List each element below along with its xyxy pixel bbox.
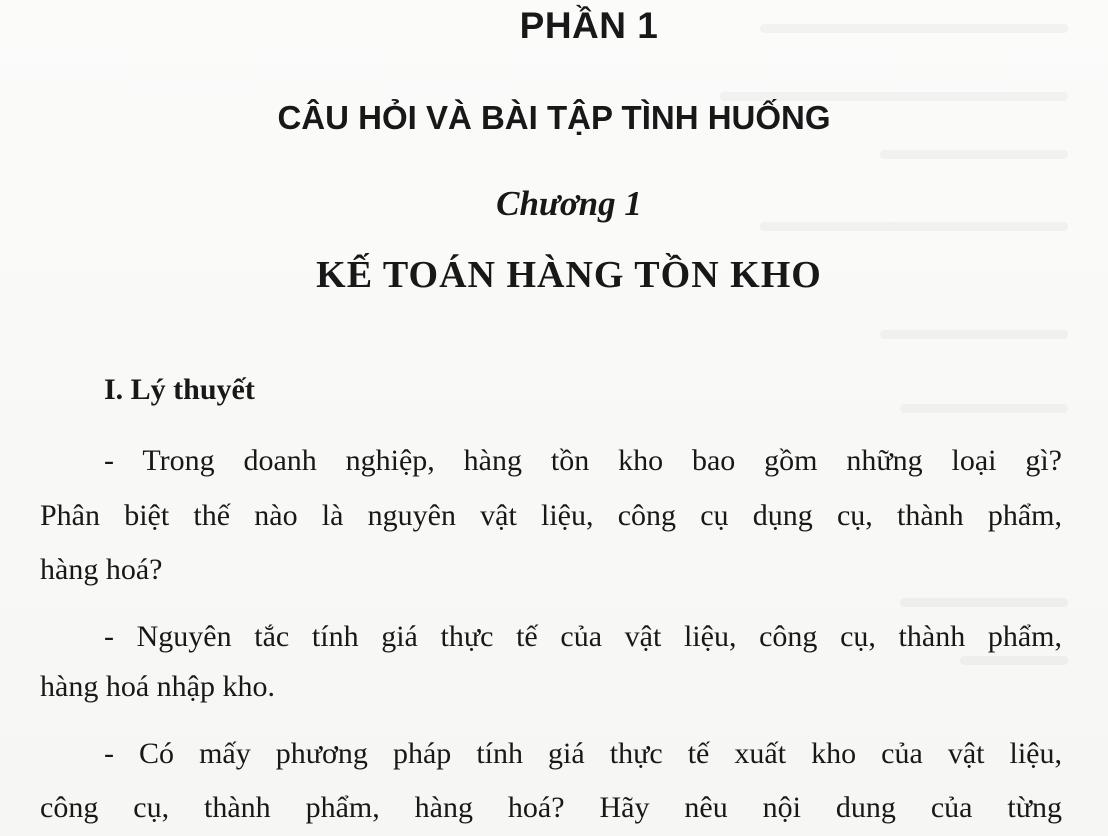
paragraph-line: - Có mấy phương pháp tính giá thực tế xuất kho của vật liệu,: [104, 737, 1062, 770]
paragraph-line: Phân biệt thế nào là nguyên vật liệu, công cụ dụng cụ, thành phẩm,: [40, 499, 1062, 532]
part-title: PHẦN 1: [519, 5, 659, 46]
paragraph-line: - Trong doanh nghiệp, hàng tồn kho bao gồm những loại gì?: [104, 444, 1062, 477]
paragraph-line: hàng hoá nhập kho.: [40, 670, 275, 703]
section-title: CÂU HỎI VÀ BÀI TẬP TÌNH HUỐNG: [277, 99, 831, 136]
paragraph-line: - Nguyên tắc tính giá thực tế của vật liệu, công cụ, thành phẩm,: [104, 620, 1062, 653]
subheading-theory: I. Lý thuyết: [104, 373, 255, 406]
chapter-label: Chương 1: [496, 184, 642, 223]
chapter-title: KẾ TOÁN HÀNG TỒN KHO: [316, 254, 822, 296]
paragraph-line: hàng hoá?: [40, 553, 163, 586]
paragraph-line: công cụ, thành phẩm, hàng hoá? Hãy nêu nội dung của từng: [40, 791, 1062, 824]
